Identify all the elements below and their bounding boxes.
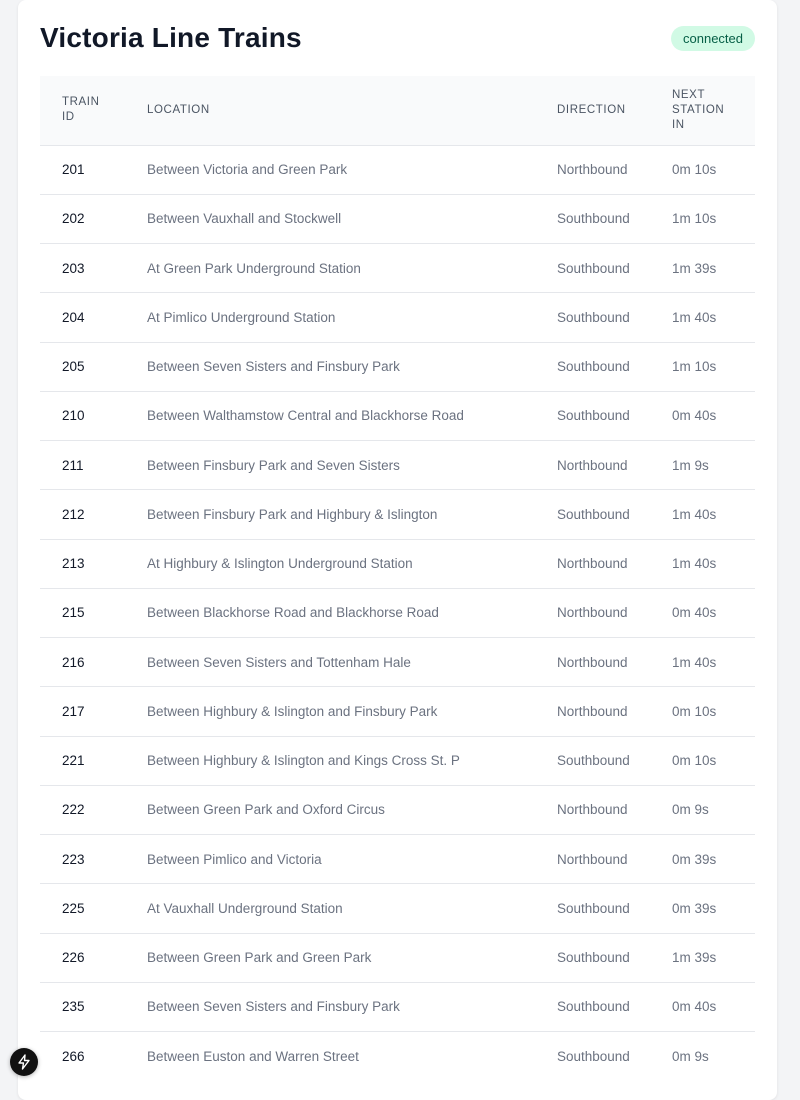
- cell-location: Between Vauxhall and Stockwell: [147, 211, 342, 227]
- cell-train-id: 211: [62, 457, 84, 473]
- cell-next-station: 0m 39s: [672, 900, 717, 916]
- cell-location: At Pimlico Underground Station: [147, 309, 336, 325]
- table-row: [40, 982, 755, 1031]
- cell-location: At Vauxhall Underground Station: [147, 900, 343, 916]
- page-title: Victoria Line Trains: [40, 22, 302, 53]
- table-row: [40, 441, 755, 490]
- cell-next-station: 0m 10s: [672, 753, 717, 769]
- table-row: [40, 835, 755, 884]
- trains-table-container: [40, 76, 755, 1081]
- page-header: [40, 20, 755, 60]
- cell-location: Between Walthamstow Central and Blackhorse Road: [147, 408, 464, 424]
- column-header-direction-label: DIRECTION: [557, 103, 626, 116]
- column-header-location: [147, 76, 557, 145]
- column-header-next-station: [672, 76, 755, 145]
- cell-next-station: 1m 39s: [672, 260, 717, 276]
- table-row: [40, 490, 755, 539]
- cell-next-station: 0m 10s: [672, 703, 717, 719]
- cell-next-station: 1m 40s: [672, 506, 717, 522]
- table-row: [40, 145, 755, 194]
- cell-location: At Green Park Underground Station: [147, 260, 361, 276]
- lightning-bolt-icon: [17, 1054, 31, 1070]
- cell-location: Between Euston and Warren Street: [147, 1048, 359, 1064]
- cell-location: Between Victoria and Green Park: [147, 162, 348, 178]
- cell-train-id: 221: [62, 753, 85, 769]
- table-header-row: [40, 76, 755, 145]
- cell-train-id: 210: [62, 408, 85, 424]
- cell-train-id: 217: [62, 703, 85, 719]
- trains-table: [40, 76, 755, 1081]
- table-header: [40, 76, 755, 145]
- cell-direction: Southbound: [557, 900, 630, 916]
- cell-next-station: 0m 9s: [672, 1048, 709, 1064]
- cell-train-id: 215: [62, 605, 85, 621]
- cell-location: Between Finsbury Park and Highbury & Islington: [147, 506, 438, 522]
- cell-direction: Northbound: [557, 457, 628, 473]
- cell-train-id: 216: [62, 654, 85, 670]
- table-row: [40, 884, 755, 933]
- cell-direction: Southbound: [557, 999, 630, 1015]
- table-row: [40, 342, 755, 391]
- cell-location: Between Highbury & Islington and Kings Cross St. P: [147, 753, 460, 769]
- cell-train-id: 235: [62, 999, 85, 1015]
- cell-direction: Northbound: [557, 851, 628, 867]
- cell-location: Between Green Park and Oxford Circus: [147, 802, 385, 818]
- column-header-next-station-label: NEXT STATION IN: [672, 88, 725, 131]
- cell-next-station: 1m 40s: [672, 556, 717, 572]
- table-row: [40, 736, 755, 785]
- cell-next-station: 0m 40s: [672, 408, 717, 424]
- cell-train-id: 213: [62, 556, 85, 572]
- table-row: [40, 391, 755, 440]
- cell-direction: Southbound: [557, 359, 630, 375]
- cell-direction: Northbound: [557, 802, 628, 818]
- column-header-direction: [557, 76, 672, 145]
- cell-train-id: 226: [62, 950, 85, 966]
- cell-next-station: 0m 10s: [672, 162, 717, 178]
- table-row: [40, 933, 755, 982]
- cell-next-station: 1m 40s: [672, 309, 717, 325]
- table-row: [40, 293, 755, 342]
- cell-next-station: 0m 40s: [672, 605, 717, 621]
- cell-train-id: 202: [62, 211, 85, 227]
- cell-direction: Southbound: [557, 506, 630, 522]
- column-header-location-label: LOCATION: [147, 103, 210, 116]
- table-row: [40, 539, 755, 588]
- table-row: [40, 194, 755, 243]
- cell-train-id: 223: [62, 851, 85, 867]
- cell-location: At Highbury & Islington Underground Station: [147, 556, 413, 572]
- table-row: [40, 588, 755, 637]
- table-row: [40, 785, 755, 834]
- cell-direction: Southbound: [557, 211, 630, 227]
- cell-direction: Southbound: [557, 753, 630, 769]
- cell-location: Between Blackhorse Road and Blackhorse Road: [147, 605, 439, 621]
- cell-location: Between Seven Sisters and Finsbury Park: [147, 359, 400, 375]
- cell-train-id: 205: [62, 359, 85, 375]
- cell-train-id: 204: [62, 309, 85, 325]
- cell-direction: Northbound: [557, 605, 628, 621]
- table-body: [40, 145, 755, 1081]
- cell-direction: Southbound: [557, 260, 630, 276]
- table-row: [40, 1032, 755, 1081]
- cell-next-station: 1m 9s: [672, 457, 709, 473]
- cell-location: Between Seven Sisters and Finsbury Park: [147, 999, 400, 1015]
- cell-direction: Southbound: [557, 1048, 630, 1064]
- cell-next-station: 1m 10s: [672, 359, 717, 375]
- cell-train-id: 203: [62, 260, 85, 276]
- connection-status-badge: connected: [671, 26, 755, 51]
- dev-tools-button[interactable]: [10, 1048, 38, 1076]
- cell-location: Between Finsbury Park and Seven Sisters: [147, 457, 400, 473]
- column-header-train-id: [40, 76, 147, 145]
- cell-location: Between Seven Sisters and Tottenham Hale: [147, 654, 411, 670]
- cell-train-id: 222: [62, 802, 85, 818]
- cell-next-station: 0m 39s: [672, 851, 717, 867]
- table-row: [40, 244, 755, 293]
- cell-direction: Northbound: [557, 654, 628, 670]
- cell-direction: Northbound: [557, 703, 628, 719]
- table-row: [40, 638, 755, 687]
- cell-location: Between Green Park and Green Park: [147, 950, 372, 966]
- cell-next-station: 0m 40s: [672, 999, 717, 1015]
- cell-location: Between Pimlico and Victoria: [147, 851, 322, 867]
- cell-train-id: 266: [62, 1048, 85, 1064]
- cell-direction: Southbound: [557, 309, 630, 325]
- cell-train-id: 201: [62, 162, 85, 178]
- table-row: [40, 687, 755, 736]
- cell-direction: Northbound: [557, 162, 628, 178]
- column-header-train-id-label: TRAIN ID: [62, 96, 100, 124]
- cell-next-station: 0m 9s: [672, 802, 709, 818]
- cell-direction: Southbound: [557, 950, 630, 966]
- cell-location: Between Highbury & Islington and Finsbury Park: [147, 703, 438, 719]
- cell-direction: Southbound: [557, 408, 630, 424]
- trains-card: [18, 0, 777, 1100]
- cell-next-station: 1m 39s: [672, 950, 717, 966]
- cell-next-station: 1m 10s: [672, 211, 717, 227]
- cell-train-id: 225: [62, 900, 85, 916]
- cell-next-station: 1m 40s: [672, 654, 717, 670]
- cell-direction: Northbound: [557, 556, 628, 572]
- cell-train-id: 212: [62, 506, 85, 522]
